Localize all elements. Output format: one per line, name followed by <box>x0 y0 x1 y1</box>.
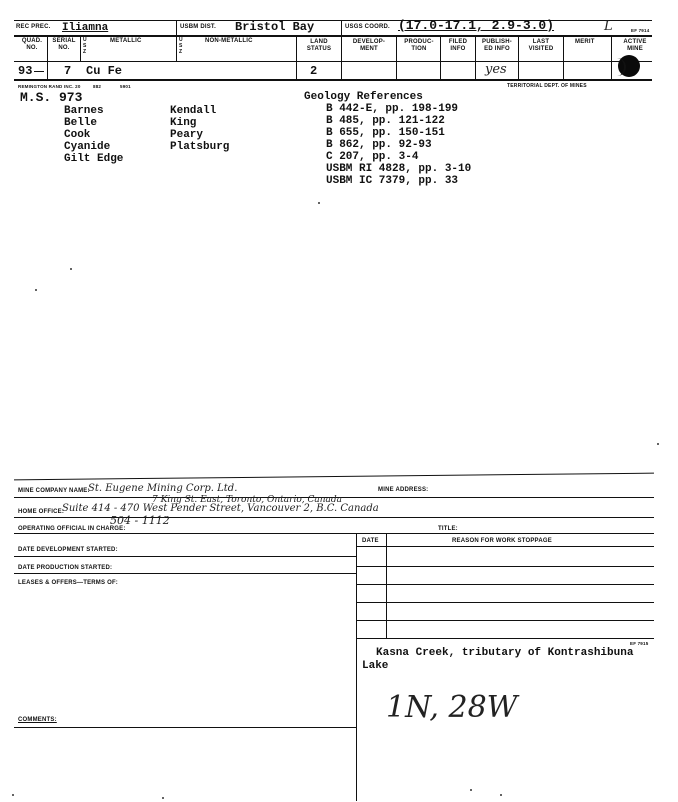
rec-prec-label: REC PREC. <box>16 24 51 30</box>
date-label: DATE <box>362 538 379 544</box>
list-item: King <box>170 117 197 129</box>
mineral-survey: M.S. 973 <box>20 90 83 105</box>
divider <box>80 35 81 61</box>
prod-started-label: DATE PRODUCTION STARTED: <box>18 565 113 571</box>
list-item: B 485, pp. 121-122 <box>326 115 445 127</box>
col-metallic: METALLIC <box>110 38 142 44</box>
rule <box>356 638 654 639</box>
rule <box>356 546 654 547</box>
claims-list-2 <box>170 105 229 153</box>
scan-speck <box>12 794 14 796</box>
scan-speck <box>162 797 164 799</box>
dash <box>34 71 44 72</box>
list-item: Cook <box>64 129 91 141</box>
divider <box>386 533 387 638</box>
list-item: B 655, pp. 150-151 <box>326 127 445 139</box>
divider <box>440 35 441 79</box>
divider <box>396 35 397 79</box>
list-item: Peary <box>170 129 204 141</box>
col-usz-1: U S Z <box>83 37 87 55</box>
col-production: PRODUC-TION <box>404 39 434 52</box>
divider <box>176 35 177 61</box>
scan-speck <box>657 443 659 445</box>
list-item: C 207, pp. 3-4 <box>326 151 419 163</box>
usgs-coord-label: USGS COORD. <box>345 24 390 30</box>
serial-value: 7 <box>64 64 72 78</box>
divider <box>341 35 342 79</box>
territorial-label: TERRITORIAL DEPT. OF MINES <box>507 83 587 89</box>
township-range-code: 1N, 28W <box>386 690 518 725</box>
quad-value: 93 <box>18 64 33 78</box>
home-office-label: HOME OFFICE: <box>18 509 65 515</box>
col-development: DEVELOP-MENT <box>352 39 386 52</box>
col-non-metallic: NON-METALLIC <box>205 38 253 44</box>
location-line-2: Lake <box>362 660 389 672</box>
dev-started-label: DATE DEVELOPMENT STARTED: <box>18 547 118 553</box>
list-item: Platsburg <box>170 141 230 153</box>
rule <box>14 556 356 557</box>
list-item: B 442-E, pp. 198-199 <box>326 103 459 115</box>
col-land-status: LAND STATUS <box>306 39 332 52</box>
col-published-info: PUBLISH-ED INFO <box>482 39 512 52</box>
address-line-1: 7 King St. East, Toronto, Ontario, Canada <box>152 495 343 505</box>
location-line-1: Kasna Creek, tributary of Kontrashibuna <box>376 647 634 659</box>
comments-label: COMMENTS: <box>18 717 57 723</box>
usbm-dist-label: USBM DIST. <box>180 24 217 30</box>
corner-mark: L <box>604 19 613 34</box>
rule <box>356 602 654 603</box>
list-item: B 862, pp. 92-93 <box>326 139 432 151</box>
col-serial-no: SERIAL NO. <box>52 38 76 51</box>
scan-speck <box>35 289 37 291</box>
col-merit: MERIT <box>575 39 595 45</box>
usgs-coord-value: (17.0-17.1, 2.9-3.0) <box>398 18 555 33</box>
mine-company-value: St. Eugene Mining Corp. Ltd. <box>88 483 238 494</box>
reason-label: REASON FOR WORK STOPPAGE <box>452 538 552 544</box>
leases-label: LEASES & OFFERS—TERMS OF: <box>18 580 119 586</box>
home-office-value: Suite 414 - 470 West Pender Street, Vancouver 2, B.C. Canada <box>62 503 379 514</box>
scan-speck <box>70 268 72 270</box>
rule <box>356 620 654 621</box>
row-bottom-rule-2 <box>14 79 652 81</box>
land-status-value: 2 <box>310 64 318 78</box>
divider <box>176 20 177 35</box>
scan-speck <box>500 794 502 796</box>
mine-company-label: MINE COMPANY NAME: <box>18 488 90 494</box>
divider <box>47 35 48 79</box>
scan-speck <box>318 202 320 204</box>
divider <box>296 35 297 79</box>
list-item: USBM RI 4828, pp. 3-10 <box>326 163 472 175</box>
col-quad-no: QUAD. NO. <box>21 38 43 51</box>
rule <box>356 584 654 585</box>
list-item: Cyanide <box>64 141 111 153</box>
list-item: Belle <box>64 117 98 129</box>
print-mark-1: 882 <box>93 84 102 89</box>
divider <box>563 35 564 79</box>
header-top-rule <box>14 20 652 21</box>
printer-note: REMINGTON RAND INC. 20 <box>18 84 81 89</box>
divider <box>518 35 519 79</box>
rule <box>14 573 356 574</box>
form-code: EF 7914 <box>631 28 650 33</box>
operating-official-label: OPERATING OFFICIAL IN CHARGE: <box>18 526 126 532</box>
usbm-dist-value: Bristol Bay <box>235 20 315 34</box>
row-bottom-rule <box>14 61 652 62</box>
rec-prec-value: Iliamna <box>62 22 109 34</box>
divider <box>475 35 476 79</box>
metallic-value: Cu Fe <box>86 64 123 78</box>
geology-refs <box>326 103 471 187</box>
published-info-value: yes <box>485 62 507 77</box>
divider <box>356 533 357 801</box>
col-last-visited: LAST VISITED <box>528 39 554 52</box>
list-item: Gilt Edge <box>64 153 124 165</box>
list-item: USBM IC 7379, pp. 33 <box>326 175 459 187</box>
claims-list-1 <box>64 105 123 165</box>
list-item: Barnes <box>64 105 104 117</box>
rule <box>14 533 654 534</box>
list-item: Kendall <box>170 105 217 117</box>
rule <box>356 566 654 567</box>
col-active-mine: ACTIVE MINE <box>623 39 647 52</box>
header-mid-rule <box>14 35 652 37</box>
title-label: TITLE: <box>438 526 458 532</box>
col-filed-info: FILED INFO <box>448 39 468 52</box>
mine-address-label: MINE ADDRESS: <box>378 487 429 493</box>
phone-note: 504 - 1112 <box>110 514 170 527</box>
scan-speck <box>470 789 472 791</box>
form-code-2: EF 7915 <box>630 641 649 646</box>
lower-top-rule <box>14 473 654 481</box>
divider <box>341 20 342 35</box>
print-mark-2: 5901 <box>120 84 131 89</box>
col-usz-2: U S Z <box>179 37 183 55</box>
geology-title: Geology References <box>304 91 423 103</box>
rule <box>14 727 356 728</box>
